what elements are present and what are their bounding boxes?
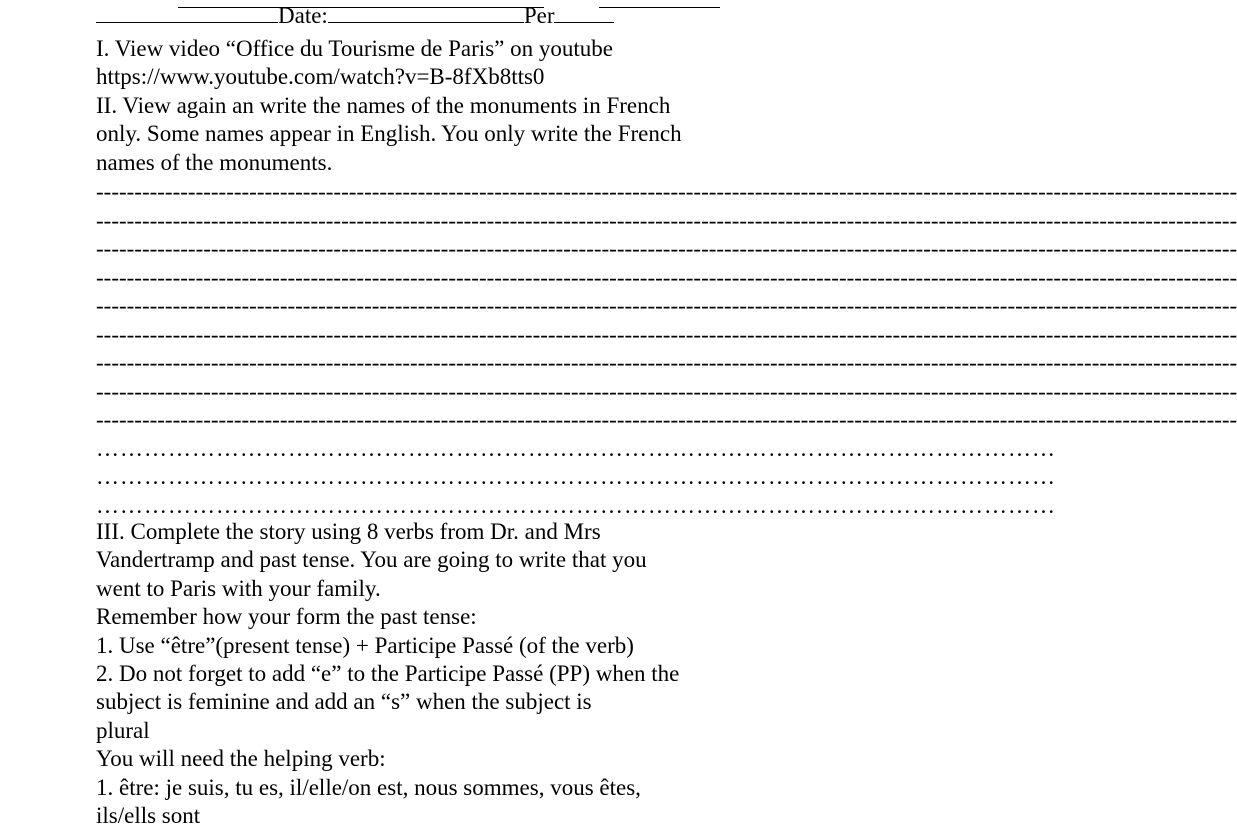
answer-dot-line: ………………………………………………………………………………………………………… [96, 492, 1056, 518]
part3-line: Remember how your form the past tense: [96, 604, 477, 630]
instructions-part-1-2 [96, 35, 682, 177]
video-url: https://www.youtube.com/watch?v=B-8fXb8tts0 [96, 64, 545, 90]
date-label: Date: [278, 3, 328, 28]
answer-dash-line: ----------------------------------------------------------------------------------------------------------------------------------------------------- [96, 321, 1237, 347]
top-right-blank-rule [599, 0, 720, 8]
answer-dash-line: ----------------------------------------------------------------------------------------------------------------------------------------------------- [96, 293, 1237, 318]
name-blank [96, 2, 278, 23]
date-blank [328, 2, 524, 23]
part3-line: ils/ells sont [96, 803, 201, 829]
answer-dash-line: ----------------------------------------------------------------------------------------------------------------------------------------------------- [96, 407, 1237, 432]
part3-line: went to Paris with your family. [96, 575, 381, 601]
part3-line: 1. Use “être”(present tense) + Participe Passé (of the verb) [96, 632, 634, 658]
monument-answer-area [96, 178, 1237, 520]
part1-instruction: I. View video “Office du Tourisme de Paris” on youtube [96, 36, 613, 61]
part3-line: 2. Do not forget to add “e” to the Participe Passé (PP) when the [96, 661, 680, 687]
part2-instruction-line-3: names of the monuments. [96, 149, 333, 175]
answer-dash-line: ----------------------------------------------------------------------------------------------------------------------------------------------------- [96, 350, 1237, 375]
per-blank [554, 2, 614, 23]
answer-dash-line: ----------------------------------------------------------------------------------------------------------------------------------------------------- [96, 264, 1237, 290]
answer-dot-line: ………………………………………………………………………………………………………… [96, 435, 1056, 461]
answer-dash-line: ----------------------------------------------------------------------------------------------------------------------------------------------------- [96, 378, 1237, 404]
instructions-part-3 [96, 518, 679, 830]
part3-line: Vandertramp and past tense. You are going to write that you [96, 547, 647, 573]
answer-dash-line: ----------------------------------------------------------------------------------------------------------------------------------------------------- [96, 179, 1237, 204]
part2-instruction-line-2: only. Some names appear in English. You only write the French [96, 121, 682, 147]
part3-line: plural [96, 717, 150, 743]
part2-instruction-line-1: II. View again an write the names of the monuments in French [96, 92, 671, 118]
part3-line: 1. être: je suis, tu es, il/elle/on est, nous sommes, vous êtes, [96, 774, 641, 800]
answer-dash-line: ----------------------------------------------------------------------------------------------------------------------------------------------------- [96, 236, 1237, 261]
part3-line: You will need the helping verb: [96, 746, 386, 772]
per-label: Per [523, 3, 555, 28]
answer-dot-line: ………………………………………………………………………………………………………… [96, 464, 1056, 489]
part3-line: III. Complete the story using 8 verbs from Dr. and Mrs [96, 519, 601, 544]
header-line [96, 2, 614, 30]
part3-line: subject is feminine and add an “s” when the subject is [96, 689, 592, 715]
answer-dash-line: ----------------------------------------------------------------------------------------------------------------------------------------------------- [96, 207, 1237, 233]
